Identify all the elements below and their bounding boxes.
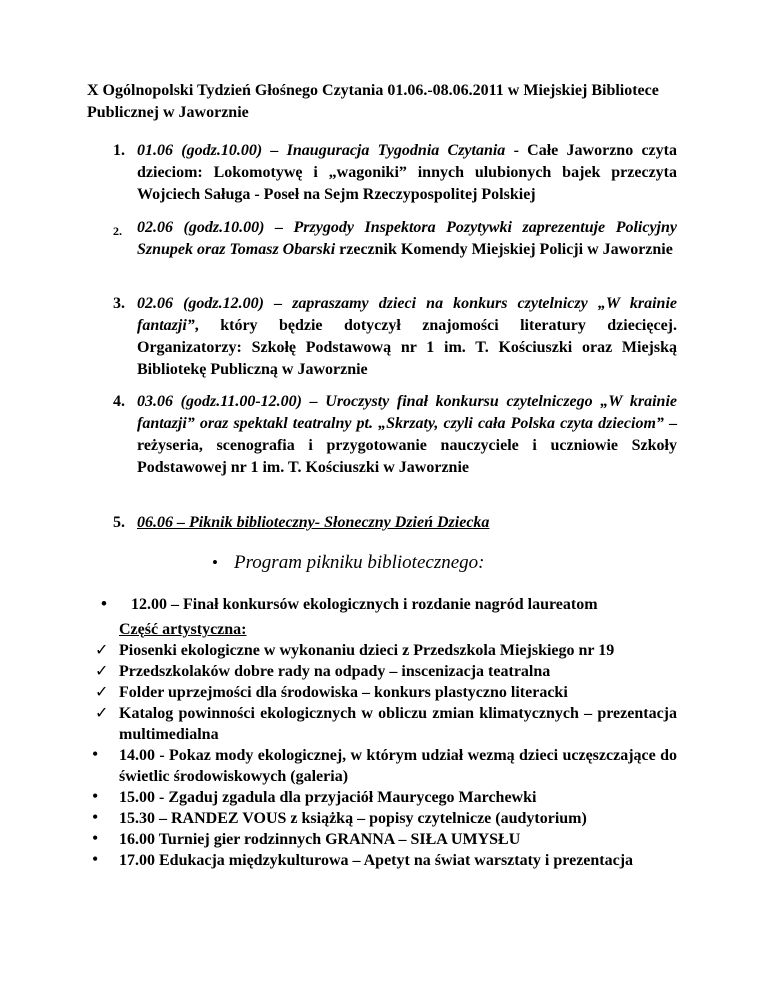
program-heading — [212, 550, 485, 576]
item-description: – reżyseria, scenografia i przygotowanie nauczyciele i uczniowie Szkoły Podstawowej nr 1 im. T. Kościuszki w Jaworznie — [137, 415, 678, 476]
list-item-text: 14.00 - Pokaz mody ekologicznej, w którym udział wezmą dzieci uczęszczające do świetlic środowiskowych (galeria) — [119, 747, 677, 785]
check-icon: ✓ — [95, 684, 109, 701]
list-item-text: 15.00 - Zgaduj zgadula dla przyjaciół Maurycego Marchewki — [119, 789, 537, 806]
list-item-text: Katalog powinności ekologicznych w obliczu zmian klimatycznych – prezentacja multimedialna — [119, 705, 677, 743]
item-description: - Całe Jaworzno czyta dzieciom: Lokomotywę i „wagoniki” innych ulubionych bajek przeczyta Wojciech Saługa - Poseł na Sejm Rzeczypospolitej Polskiej — [137, 142, 677, 203]
list-item-text: Piosenki ekologiczne w wykonaniu dzieci z Przedszkola Miejskiego nr 19 — [119, 642, 615, 659]
bullet-icon: • — [101, 594, 107, 613]
item-date-title: 01.06 (godz.10.00) – Inauguracja Tygodnia Czytania — [137, 142, 506, 159]
list-item-text: 16.00 Turniej gier rodzinnych GRANNA – SIŁA UMYSŁU — [119, 831, 521, 848]
item-number: 1. — [113, 142, 125, 159]
list-item-text: 17.00 Edukacja międzykulturowa – Apetyt na świat warsztaty i prezentacja — [119, 852, 634, 869]
bullet-icon: • — [92, 744, 99, 764]
bullet-icon: • — [212, 553, 218, 572]
list-item-text: Folder uprzejmości dla środowiska – konkurs plastyczno literacki — [119, 684, 568, 701]
list-item — [92, 849, 677, 871]
item-number: 4. — [113, 393, 125, 410]
program-item-3 — [113, 293, 677, 381]
item-description: , który będzie dotyczył znajomości literatury dziecięcej. Organizatorzy: Szkołę Podstawową nr 1 im. T. Kościuszki oraz Miejską Bibliotekę Publiczną w Jaworznie — [137, 317, 677, 378]
list-item — [95, 640, 677, 661]
section-label: Część artystyczna: — [119, 621, 247, 638]
first-point — [101, 594, 691, 616]
document-title: X Ogólnopolski Tydzień Głośnego Czytania 01.06.-08.06.2011 w Miejskiej Bibliotece Publicznej w Jaworznie — [87, 82, 659, 121]
list-item — [95, 703, 677, 745]
program-heading-text: Program pikniku bibliotecznego: — [234, 552, 485, 573]
item-date-title: 02.06 (godz.12.00) – zapraszamy dzieci na konkurs czytelniczy „W krainie fantazji” — [137, 295, 677, 334]
program-item-5 — [113, 512, 677, 534]
list-item — [95, 661, 677, 682]
first-point-text: 12.00 – Finał konkursów ekologicznych i rozdanie nagród laureatom — [131, 596, 598, 613]
item-date-title: 06.06 – Piknik biblioteczny- Słoneczny Dzień Dziecka — [137, 514, 490, 531]
list-item — [95, 682, 677, 703]
item-number: 5. — [113, 514, 125, 531]
list-item — [92, 786, 677, 808]
item-number: 3. — [113, 295, 125, 312]
list-item — [92, 828, 677, 850]
list-item-text: Przedszkolaków dobre rady na odpady – inscenizacja teatralna — [119, 663, 551, 680]
check-icon: ✓ — [95, 663, 109, 680]
program-item-4 — [113, 391, 678, 479]
item-date-title: 03.06 (godz.11.00-12.00) – Uroczysty finał konkursu czytelniczego „W krainie fantazji” oraz spektakl teatralny pt. „Skrzaty, czyli cała Polska czyta dzieciom” — [137, 393, 677, 432]
item-number: 2. — [113, 224, 122, 238]
list-item — [92, 744, 677, 787]
program-item-2 — [113, 217, 677, 261]
bullet-icon: • — [92, 807, 99, 827]
list-item — [92, 807, 677, 829]
list-item-text: 15.30 – RANDEZ VOUS z książką – popisy czytelnicze (audytorium) — [119, 810, 587, 827]
bullet-icon: • — [92, 786, 99, 806]
bullet-icon: • — [92, 849, 99, 869]
check-icon: ✓ — [95, 705, 109, 722]
section-label-row — [119, 619, 677, 640]
check-icon: ✓ — [95, 642, 109, 659]
bullet-icon: • — [92, 828, 99, 848]
program-item-1 — [113, 140, 677, 206]
item-description: rzecznik Komendy Miejskiej Policji w Jaworznie — [335, 241, 673, 258]
item-date-title: 02.06 (godz.10.00) – Przygody Inspektora Pozytywki zaprezentuje Policyjny Sznupek oraz Tomasz Obarski — [137, 219, 677, 258]
program-list — [92, 619, 677, 871]
